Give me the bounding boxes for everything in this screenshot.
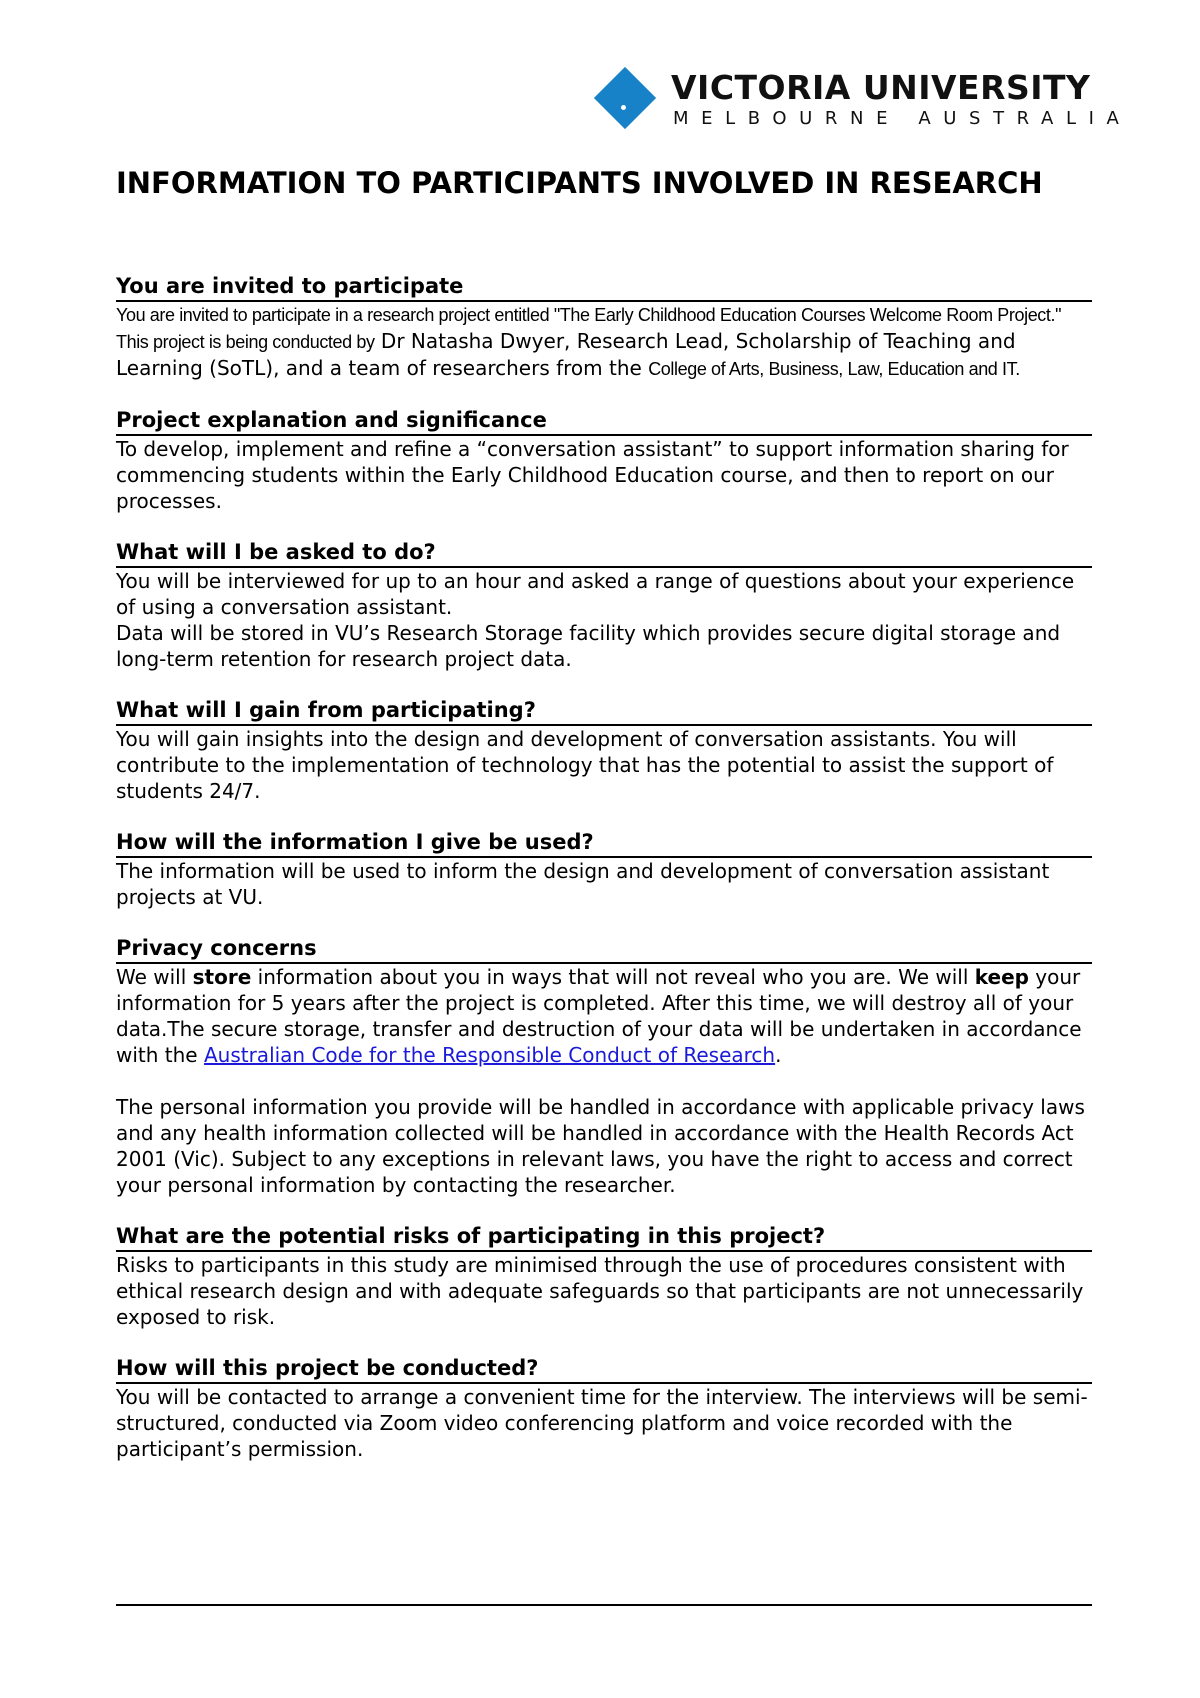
logo-dot	[621, 105, 626, 110]
section-risks	[116, 1223, 1092, 1330]
section-body	[116, 964, 1092, 1198]
invited-paragraph-1: You are invited to participate in a research project entitled "The Early Childhood Education Courses Welcome Room Project."	[116, 305, 1062, 325]
spacer	[116, 514, 1092, 539]
university-logo	[597, 68, 1132, 138]
privacy-emphasis-store: store	[192, 965, 252, 989]
document-title: INFORMATION TO PARTICIPANTS INVOLVED IN RESEARCH	[116, 166, 1043, 200]
privacy-paragraph-1	[116, 964, 1092, 1068]
privacy-text: your information for 5 years after the project is completed. After this time, we will destroy all of your data.The secure storage, transfer and destruction of your data will be undertaken in accordance with the	[116, 965, 1082, 1067]
section-body: The information will be used to inform the design and development of conversation assistant projects at VU.	[116, 859, 1050, 909]
section-heading: Privacy concerns	[116, 935, 1092, 964]
section-heading: What will I gain from participating?	[116, 697, 1092, 726]
privacy-text: We will	[116, 965, 193, 989]
spacer	[116, 1068, 1092, 1094]
section-body	[116, 568, 1092, 672]
section-gain	[116, 697, 1092, 804]
spacer	[116, 382, 1092, 407]
footer-divider	[116, 1604, 1092, 1606]
logo-tagline: MELBOURNE AUSTRALIA	[673, 108, 1132, 129]
section-heading: You are invited to participate	[116, 273, 1092, 302]
spacer	[116, 910, 1092, 935]
spacer	[116, 672, 1092, 697]
invited-p2-middle: Dr Natasha Dwyer, Research Lead, Scholarship of Teaching and Learning (SoTL), and a team of researchers from the	[116, 329, 1016, 380]
section-body: You will gain insights into the design and development of conversation assistants. You will contribute to the implementation of technology that has the potential to assist the support of students 24/7.	[116, 727, 1054, 803]
privacy-text: information about you in ways that will not reveal who you are. We will	[251, 965, 975, 989]
spacer	[116, 804, 1092, 829]
section-heading: How will the information I give be used?	[116, 829, 1092, 858]
invited-paragraph-2	[116, 328, 1092, 382]
section-heading: What will I be asked to do?	[116, 539, 1092, 568]
invited-p2-lead: This project is being conducted by	[116, 332, 375, 352]
section-asked	[116, 539, 1092, 672]
invited-p2-college: College of Arts, Business, Law, Education and IT.	[648, 359, 1020, 379]
asked-paragraph-2: Data will be stored in VU’s Research Storage facility which provides secure digital storage and long-term retention for research project data.	[116, 621, 1061, 671]
research-code-link[interactable]: Australian Code for the Responsible Conduct of Research	[203, 1043, 776, 1067]
section-body: Risks to participants in this study are minimised through the use of procedures consistent with ethical research design and with adequate safeguards so that participants are not unnecessarily exposed to risk.	[116, 1253, 1084, 1329]
document-content	[116, 273, 1092, 1462]
section-body: You will be contacted to arrange a convenient time for the interview. The interviews will be semi-structured, conducted via Zoom video conferencing platform and voice recorded with the participant’s permission.	[116, 1385, 1088, 1461]
logo-name: VICTORIA UNIVERSITY	[671, 68, 1091, 107]
privacy-text: .	[775, 1043, 782, 1067]
section-invited	[116, 273, 1092, 382]
section-heading: What are the potential risks of participating in this project?	[116, 1223, 1092, 1252]
section-used	[116, 829, 1092, 910]
privacy-emphasis-keep: keep	[974, 965, 1029, 989]
section-explanation	[116, 407, 1092, 514]
section-conducted	[116, 1355, 1092, 1462]
section-body: To develop, implement and refine a “conversation assistant” to support information sharing for commencing students within the Early Childhood Education course, and then to report on our processes.	[116, 437, 1069, 513]
asked-paragraph-1: You will be interviewed for up to an hour and asked a range of questions about your experience of using a conversation assistant.	[116, 569, 1075, 619]
diamond-logo-icon	[594, 67, 656, 129]
privacy-paragraph-2: The personal information you provide will be handled in accordance with applicable privacy laws and any health information collected will be handled in accordance with the Health Records Act 2001 (Vic). Subject to any exceptions in relevant laws, you have the right to access and correct your personal information by contacting the researcher.	[116, 1095, 1085, 1197]
section-privacy	[116, 935, 1092, 1198]
section-heading: How will this project be conducted?	[116, 1355, 1092, 1384]
spacer	[116, 1330, 1092, 1355]
section-body	[116, 302, 1092, 382]
spacer	[116, 1198, 1092, 1223]
section-heading: Project explanation and significance	[116, 407, 1092, 436]
